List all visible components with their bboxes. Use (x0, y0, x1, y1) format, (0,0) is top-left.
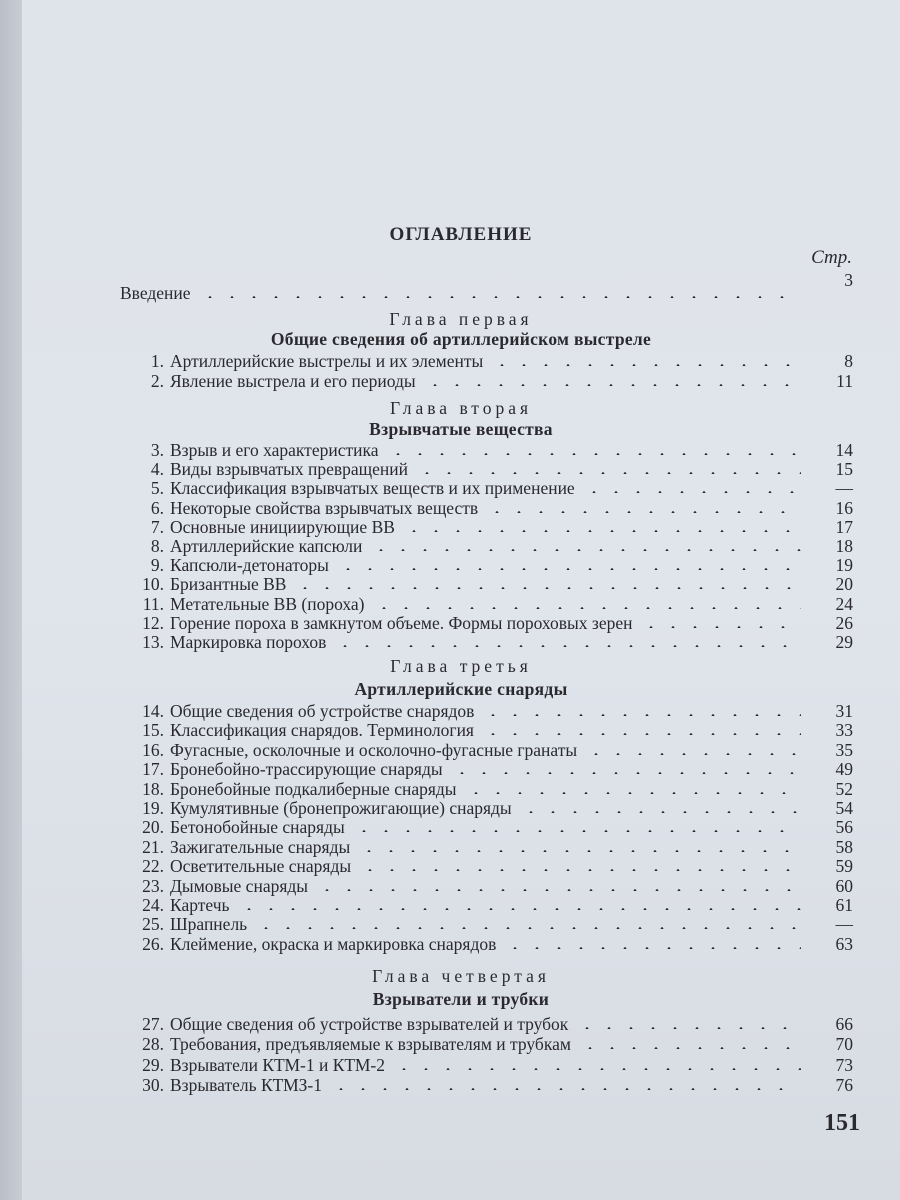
toc-entry (120, 799, 853, 818)
toc-leader-dots (358, 850, 801, 852)
toc-entry (120, 896, 853, 915)
toc-entry-number: 27. (142, 1014, 164, 1034)
toc-leader-dots (353, 830, 801, 832)
toc-entry (120, 614, 853, 633)
toc-leader-dots (373, 607, 801, 609)
toc-entry-label: Явление выстрела и его периоды (170, 371, 416, 391)
toc-entry-label: Зажигательные снаряды (170, 836, 351, 857)
toc-entry-page: 35 (835, 739, 853, 760)
toc-leader-dots (579, 1047, 801, 1049)
toc-entry-page: 31 (835, 701, 853, 721)
toc-entry-page: 20 (835, 574, 853, 595)
toc-leader-dots (465, 792, 801, 794)
toc-entry-label: Бризантные ВВ (170, 574, 287, 595)
toc-leader-dots (330, 1088, 801, 1090)
toc-entry-label: Картечь (170, 895, 230, 915)
toc-entry-label: Классификация снарядов. Терминология (170, 720, 474, 741)
toc-entry-number: 17. (142, 759, 164, 780)
toc-leader-dots (585, 753, 801, 755)
toc-entry-number: 6. (150, 497, 164, 518)
toc-entry-label: Основные инициирующие ВВ (170, 516, 395, 537)
toc-leader-dots (504, 947, 801, 949)
toc-entry-label: Взрыв и его характеристика (170, 440, 379, 460)
toc-entry (120, 1076, 853, 1095)
toc-leader-dots (255, 927, 801, 929)
toc-entry-page: 11 (836, 371, 853, 391)
toc-leader-dots (424, 384, 801, 386)
toc-leader-dots (576, 1027, 801, 1029)
toc-entry (120, 460, 853, 479)
toc-entry (120, 372, 853, 391)
toc-entry (120, 633, 853, 652)
toc-entry-label: Введение (120, 283, 191, 303)
toc-leader-dots (359, 869, 801, 871)
toc-entry-label: Осветительные снаряды (170, 856, 352, 877)
chapter-heading: Глава вторая (389, 398, 533, 418)
toc-entry-page: 49 (835, 759, 853, 780)
toc-entry (120, 518, 853, 537)
toc-entry-number: 26. (142, 933, 164, 954)
toc-entry (120, 780, 853, 799)
toc-leader-dots (393, 1068, 801, 1070)
toc-leader-dots (451, 772, 801, 774)
toc-entry-page: 61 (835, 895, 853, 915)
toc-entry-label: Фугасные, осколочные и осколочно-фугасные гранаты (170, 739, 578, 760)
toc-leader-dots (403, 530, 801, 532)
toc-entry-number: 2. (150, 371, 164, 391)
toc-entry-number: 19. (142, 798, 164, 818)
toc-entry (120, 760, 853, 779)
toc-entry-page: 24 (835, 593, 853, 614)
toc-entry-label: Бронебойные подкалиберные снаряды (170, 778, 457, 799)
toc-leader-dots (486, 511, 801, 513)
toc-entry-number: 28. (142, 1034, 164, 1055)
toc-entry-label: Маркировка порохов (170, 632, 327, 652)
toc-entry-page: 52 (835, 778, 853, 799)
toc-leader-dots (294, 587, 801, 589)
toc-entry-label: Бетонобойные снаряды (170, 817, 345, 838)
toc-leader-dots (482, 733, 801, 735)
toc-entry-number: 22. (142, 856, 164, 877)
toc-entry-number: 24. (142, 895, 164, 915)
toc-entry (120, 741, 853, 760)
toc-entry-label: Виды взрывчатых превращений (170, 459, 409, 480)
page-edge-shadow (0, 0, 24, 1200)
page-column-label: Стр. (811, 247, 852, 268)
toc-entry-label: Взрыватели КТМ-1 и КТМ-2 (170, 1054, 385, 1075)
toc-entry-label: Дымовые снаряды (170, 875, 309, 896)
toc-leader-dots (370, 549, 801, 551)
toc-entry-page: 16 (835, 497, 853, 518)
page-folio-number: 151 (824, 1110, 860, 1136)
toc-entry-page: 56 (835, 817, 853, 838)
toc-entry (120, 556, 853, 575)
toc-entry-page: 70 (835, 1034, 853, 1055)
toc-entry-page: 17 (835, 516, 853, 537)
toc-entry-label: Кумулятивные (бронепрожигающие) снаряды (170, 798, 512, 818)
toc-entry-number: 21. (142, 836, 164, 857)
toc-entry-number: 20. (142, 817, 164, 838)
toc-entry-number: 7. (150, 516, 164, 537)
toc-entry (120, 499, 853, 518)
toc-entry-number: 9. (150, 555, 164, 576)
toc-entry-number: 1. (150, 351, 164, 371)
chapter-heading: Глава третья (390, 656, 532, 676)
toc-entry-page: 18 (835, 536, 853, 556)
toc-leader-dots (199, 296, 801, 298)
toc-entry (120, 838, 853, 857)
toc-entry-page: 66 (835, 1014, 853, 1034)
toc-leader-dots (520, 811, 801, 813)
toc-leader-dots (482, 714, 801, 716)
toc-entry-label: Бронебойно-трассирующие снаряды (170, 759, 443, 780)
toc-entry-label: Классификация взрывчатых веществ и их применение (170, 478, 575, 499)
toc-leader-dots (238, 908, 801, 910)
toc-entry-label: Шрапнель (170, 914, 248, 935)
toc-entry-label: Общие сведения об устройстве снарядов (170, 701, 475, 721)
toc-entry (120, 352, 853, 371)
toc-entry-page: 63 (835, 933, 853, 954)
toc-entry-number: 13. (142, 632, 164, 652)
toc-entry-page: 73 (835, 1054, 853, 1075)
toc-entry-number: 30. (142, 1074, 164, 1095)
toc-entry (120, 1015, 853, 1034)
toc-entry-number: 25. (142, 914, 164, 935)
toc-entry (120, 915, 853, 934)
toc-entry-number: 18. (142, 778, 164, 799)
toc-leader-dots (416, 472, 801, 474)
chapter-subtitle: Общие сведения об артиллерийском выстреле (270, 329, 652, 349)
toc-entry (120, 441, 853, 460)
toc-entry-page: 60 (835, 875, 853, 896)
toc-entry-label: Капсюли-детонаторы (170, 555, 329, 576)
toc-entry-page: 19 (835, 555, 853, 576)
toc-entry (120, 1056, 853, 1075)
toc-entry (120, 1035, 853, 1054)
toc-entry-label: Горение пороха в замкнутом объеме. Формы пороховых зерен (170, 612, 633, 633)
toc-entry-label: Некоторые свойства взрывчатых веществ (170, 497, 479, 518)
toc-entry-number: 11. (142, 593, 164, 614)
toc-entry (120, 721, 853, 740)
chapter-subtitle: Взрывчатые вещества (369, 419, 553, 439)
toc-entry (120, 702, 853, 721)
toc-entry (120, 479, 853, 498)
toc-entry-page: 8 (844, 351, 853, 371)
book-page (22, 0, 900, 1200)
toc-entry-page: 59 (835, 856, 853, 877)
toc-entry (120, 877, 853, 896)
toc-entry-label: Требования, предъявляемые к взрывателям и трубкам (170, 1034, 571, 1055)
toc-entry-page: 26 (835, 612, 853, 633)
toc-entry-page: 3 (844, 270, 853, 290)
toc-entry-page: — (835, 478, 853, 499)
chapter-heading: Глава четвертая (372, 966, 550, 986)
toc-entry-number: 16. (142, 739, 164, 760)
toc-entry-page: 29 (835, 632, 853, 652)
toc-entry-number: 4. (150, 459, 164, 480)
toc-leader-dots (640, 626, 801, 628)
page-title: ОГЛАВЛЕНИЕ (389, 224, 533, 245)
toc-entry-page: 33 (835, 720, 853, 741)
toc-entry-page: 58 (835, 836, 853, 857)
toc-entry-page: 14 (835, 440, 853, 460)
toc-entry-number: 5. (150, 478, 164, 499)
chapter-subtitle: Взрыватели и трубки (372, 989, 550, 1009)
toc-entry-page: 76 (835, 1074, 853, 1095)
toc-leader-dots (387, 453, 801, 455)
toc-entry-number: 12. (142, 612, 164, 633)
toc-entry-page: — (835, 914, 853, 935)
toc-leader-dots (583, 491, 801, 493)
toc-entry-number: 3. (150, 440, 164, 460)
chapter-subtitle: Артиллерийские снаряды (354, 679, 568, 699)
toc-entry-number: 14. (142, 701, 164, 721)
toc-entry (120, 935, 853, 954)
toc-entry-label: Взрыватель КТМЗ-1 (170, 1074, 322, 1095)
toc-entry (120, 595, 853, 614)
toc-entry-number: 23. (142, 875, 164, 896)
toc-leader-dots (337, 568, 801, 570)
toc-leader-dots (316, 889, 801, 891)
toc-leader-dots (491, 364, 801, 366)
toc-entry-number: 15. (142, 720, 164, 741)
toc-entry-label: Метательные ВВ (пороха) (170, 593, 365, 614)
toc-entry (120, 857, 853, 876)
toc-entry-page: 15 (835, 459, 853, 480)
toc-entry (120, 537, 853, 556)
chapter-heading: Глава первая (389, 309, 533, 329)
toc-entry-number: 10. (142, 574, 164, 595)
toc-entry-label: Клеймение, окраска и маркировка снарядов (170, 933, 497, 954)
toc-entry-label: Артиллерийские капсюли (170, 536, 363, 556)
toc-entry-number: 29. (142, 1054, 164, 1075)
toc-entry (120, 575, 853, 594)
toc-entry-number: 8. (150, 536, 164, 556)
toc-entry (120, 818, 853, 837)
toc-entry-page: 54 (835, 798, 853, 818)
toc-leader-dots (334, 645, 801, 647)
toc-entry-intro (120, 270, 853, 303)
toc-entry-label: Артиллерийские выстрелы и их элементы (170, 351, 484, 371)
toc-entry-label: Общие сведения об устройстве взрывателей и трубок (170, 1014, 569, 1034)
